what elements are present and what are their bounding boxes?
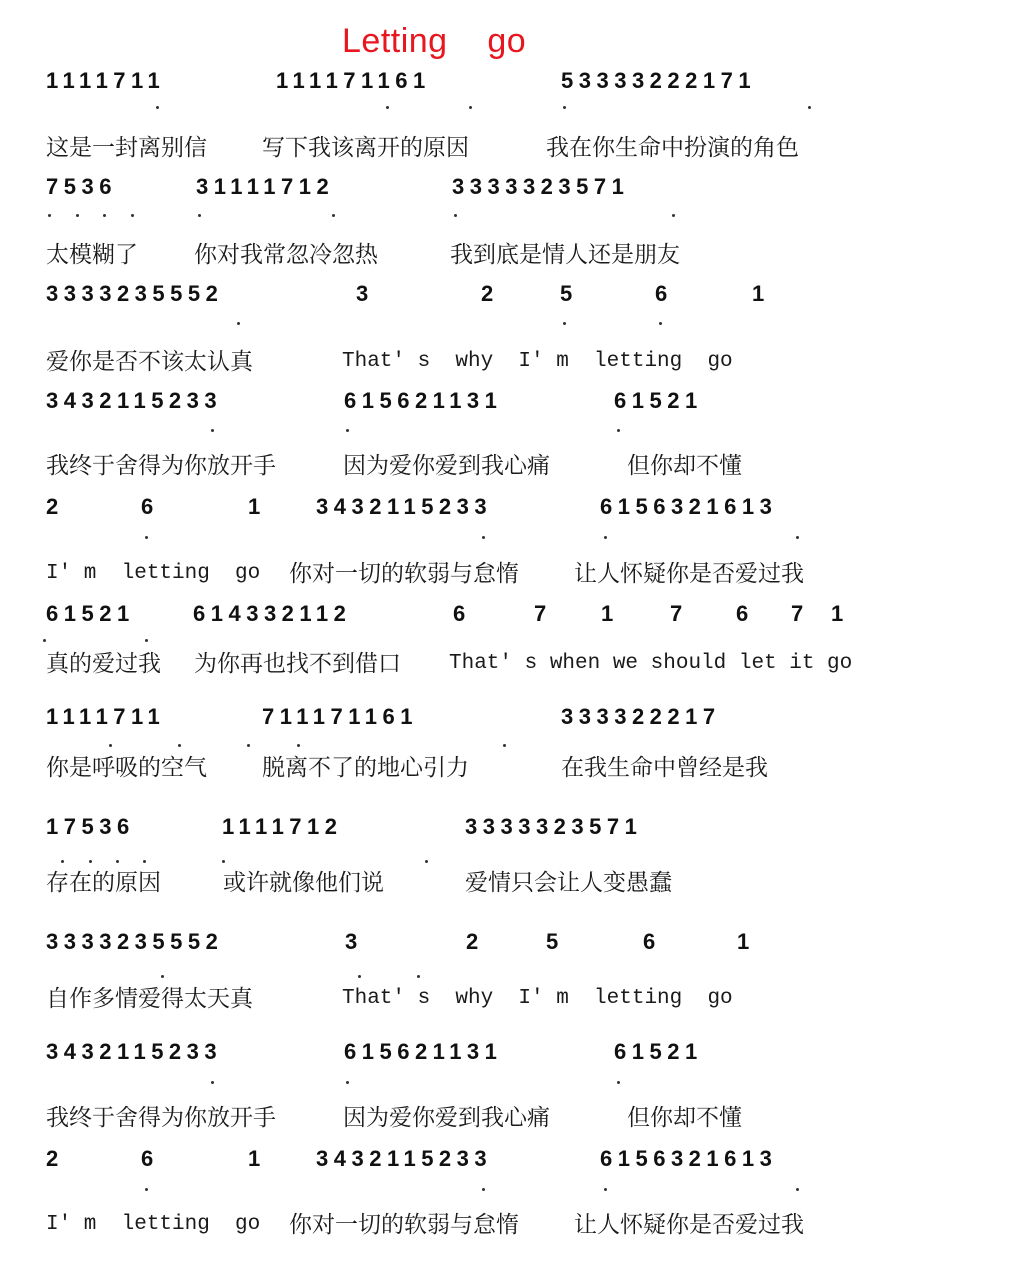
note-group: 6 bbox=[141, 1146, 159, 1171]
low-octave-dot-icon bbox=[617, 429, 620, 432]
note-group: 1111711 bbox=[46, 704, 166, 729]
lyric-phrase: That' s why I' m letting go bbox=[342, 987, 733, 1010]
note-group: 7 bbox=[534, 601, 552, 626]
low-octave-dot-icon bbox=[131, 214, 134, 217]
note-group: 61521 bbox=[614, 388, 703, 413]
note-group: 3432115233 bbox=[316, 494, 493, 519]
low-octave-dot-icon bbox=[482, 536, 485, 539]
low-octave-dot-icon bbox=[61, 860, 64, 863]
note-group: 6 bbox=[643, 929, 661, 954]
note-group: 1 bbox=[752, 281, 770, 306]
low-octave-dot-icon bbox=[178, 744, 181, 747]
note-group: 1 bbox=[737, 929, 755, 954]
note-group: 1 bbox=[601, 601, 619, 626]
low-octave-dot-icon bbox=[237, 322, 240, 325]
lyric-phrase: 我终于舍得为你放开手 bbox=[46, 453, 276, 479]
low-octave-dot-icon bbox=[43, 639, 46, 642]
low-octave-dot-icon bbox=[659, 322, 662, 325]
low-octave-dot-icon bbox=[211, 1081, 214, 1084]
low-octave-dot-icon bbox=[386, 106, 389, 109]
low-octave-dot-icon bbox=[89, 860, 92, 863]
lyric-phrase: 我到底是情人还是朋友 bbox=[450, 242, 680, 268]
note-group: 2 bbox=[46, 494, 64, 519]
low-octave-dot-icon bbox=[796, 1188, 799, 1191]
note-group: 7 bbox=[670, 601, 688, 626]
lyric-phrase: 但你却不懂 bbox=[627, 1105, 742, 1131]
low-octave-dot-icon bbox=[454, 214, 457, 217]
lyric-phrase: 存在的原因 bbox=[46, 870, 161, 896]
low-octave-dot-icon bbox=[103, 214, 106, 217]
note-group: 615621131 bbox=[344, 388, 503, 413]
lyric-phrase: 你对我常忽冷忽热 bbox=[194, 242, 378, 268]
low-octave-dot-icon bbox=[145, 1188, 148, 1191]
low-octave-dot-icon bbox=[297, 744, 300, 747]
lyric-phrase: 爱情只会让人变愚蠢 bbox=[465, 870, 672, 896]
lyric-phrase: 让人怀疑你是否爱过我 bbox=[574, 1212, 804, 1238]
note-group: 2 bbox=[481, 281, 499, 306]
note-group: 1111712 bbox=[222, 814, 343, 839]
lyric-phrase: 真的爱过我 bbox=[46, 651, 161, 677]
lyric-phrase: 因为爱你爱到我心痛 bbox=[343, 453, 550, 479]
note-group: 3432115233 bbox=[46, 388, 223, 413]
lyric-phrase: 我在你生命中扮演的角色 bbox=[546, 135, 799, 161]
low-octave-dot-icon bbox=[211, 429, 214, 432]
lyric-phrase: 为你再也找不到借口 bbox=[194, 651, 401, 677]
note-group: 614332112 bbox=[193, 601, 352, 626]
lyric-phrase: 这是一封离别信 bbox=[46, 135, 207, 161]
note-group: 5 bbox=[546, 929, 564, 954]
lyric-phrase: 我终于舍得为你放开手 bbox=[46, 1105, 276, 1131]
note-group: 3432115233 bbox=[46, 1039, 223, 1064]
note-group: 2 bbox=[46, 1146, 64, 1171]
note-group: 1 bbox=[248, 1146, 266, 1171]
lyric-phrase: 爱你是否不该太认真 bbox=[46, 349, 253, 375]
note-group: 61521 bbox=[46, 601, 135, 626]
low-octave-dot-icon bbox=[247, 744, 250, 747]
low-octave-dot-icon bbox=[469, 106, 472, 109]
note-group: 6156321613 bbox=[600, 1146, 778, 1171]
song-title: Letting go bbox=[342, 22, 527, 60]
low-octave-dot-icon bbox=[563, 106, 566, 109]
lyric-phrase: I' m letting go bbox=[46, 562, 261, 585]
low-octave-dot-icon bbox=[417, 975, 420, 978]
lyric-phrase: 自作多情爱得太天真 bbox=[46, 986, 253, 1012]
low-octave-dot-icon bbox=[145, 536, 148, 539]
low-octave-dot-icon bbox=[145, 639, 148, 642]
note-group: 3333235552 bbox=[46, 281, 224, 306]
note-group: 3 bbox=[356, 281, 374, 306]
note-group: 615621131 bbox=[344, 1039, 503, 1064]
low-octave-dot-icon bbox=[563, 322, 566, 325]
lyric-phrase: 写下我该离开的原因 bbox=[262, 135, 469, 161]
low-octave-dot-icon bbox=[604, 1188, 607, 1191]
low-octave-dot-icon bbox=[76, 214, 79, 217]
note-group: 1111711 bbox=[46, 68, 166, 93]
low-octave-dot-icon bbox=[672, 214, 675, 217]
note-group: 3333323571 bbox=[465, 814, 643, 839]
low-octave-dot-icon bbox=[222, 860, 225, 863]
lyric-phrase: 太模糊了 bbox=[46, 242, 138, 268]
low-octave-dot-icon bbox=[143, 860, 146, 863]
low-octave-dot-icon bbox=[358, 975, 361, 978]
low-octave-dot-icon bbox=[346, 429, 349, 432]
lyric-phrase: 你对一切的软弱与怠惰 bbox=[289, 561, 519, 587]
note-group: 61521 bbox=[614, 1039, 703, 1064]
lyric-phrase: I' m letting go bbox=[46, 1213, 261, 1236]
low-octave-dot-icon bbox=[346, 1081, 349, 1084]
low-octave-dot-icon bbox=[808, 106, 811, 109]
note-group: 6 bbox=[453, 601, 471, 626]
low-octave-dot-icon bbox=[48, 214, 51, 217]
low-octave-dot-icon bbox=[604, 536, 607, 539]
low-octave-dot-icon bbox=[503, 744, 506, 747]
note-group: 6 bbox=[736, 601, 754, 626]
low-octave-dot-icon bbox=[425, 860, 428, 863]
note-group: 7 bbox=[791, 601, 809, 626]
note-group: 17536 bbox=[46, 814, 135, 839]
lyric-phrase: 但你却不懂 bbox=[627, 453, 742, 479]
note-group: 3333235552 bbox=[46, 929, 224, 954]
note-group: 53333222171 bbox=[561, 68, 757, 93]
lyric-phrase: 让人怀疑你是否爱过我 bbox=[574, 561, 804, 587]
lyric-phrase: 在我生命中曾经是我 bbox=[561, 755, 768, 781]
low-octave-dot-icon bbox=[482, 1188, 485, 1191]
note-group: 1 bbox=[248, 494, 266, 519]
note-group: 2 bbox=[466, 929, 484, 954]
lyric-phrase: 你对一切的软弱与怠惰 bbox=[289, 1212, 519, 1238]
note-group: 3 bbox=[345, 929, 363, 954]
low-octave-dot-icon bbox=[116, 860, 119, 863]
note-group: 333322217 bbox=[561, 704, 721, 729]
lyric-phrase: 你是呼吸的空气 bbox=[46, 755, 207, 781]
lyric-phrase: That' s why I' m letting go bbox=[342, 350, 733, 373]
note-group: 3432115233 bbox=[316, 1146, 493, 1171]
low-octave-dot-icon bbox=[796, 536, 799, 539]
lyric-phrase: 脱离不了的地心引力 bbox=[262, 755, 469, 781]
lyric-phrase: 或许就像他们说 bbox=[223, 870, 384, 896]
note-group: 1 bbox=[831, 601, 849, 626]
low-octave-dot-icon bbox=[156, 106, 159, 109]
note-group: 111171161 bbox=[276, 68, 431, 93]
note-group: 6 bbox=[655, 281, 673, 306]
low-octave-dot-icon bbox=[198, 214, 201, 217]
note-group: 7536 bbox=[46, 174, 117, 199]
low-octave-dot-icon bbox=[332, 214, 335, 217]
note-group: 711171161 bbox=[262, 704, 418, 729]
note-group: 3333323571 bbox=[452, 174, 630, 199]
note-group: 6 bbox=[141, 494, 159, 519]
note-group: 31111712 bbox=[196, 174, 335, 199]
lyric-phrase: 因为爱你爱到我心痛 bbox=[343, 1105, 550, 1131]
lyric-phrase: That' s when we should let it go bbox=[449, 652, 853, 675]
low-octave-dot-icon bbox=[161, 975, 164, 978]
low-octave-dot-icon bbox=[617, 1081, 620, 1084]
note-group: 6156321613 bbox=[600, 494, 778, 519]
note-group: 5 bbox=[560, 281, 578, 306]
low-octave-dot-icon bbox=[109, 744, 112, 747]
